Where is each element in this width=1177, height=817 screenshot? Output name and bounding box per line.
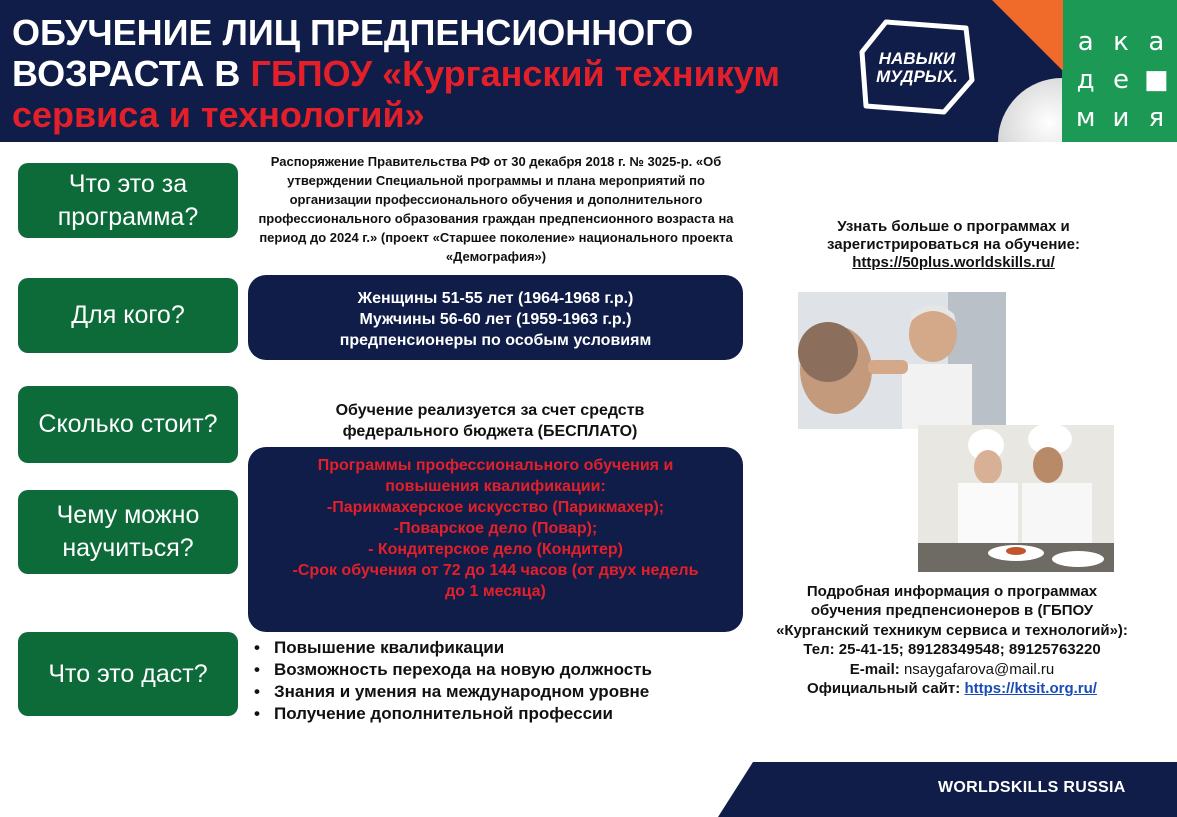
site-label: Официальный сайт:	[807, 680, 961, 698]
contacts-email-row	[772, 660, 1132, 679]
navyki-mudryh-logo	[858, 18, 976, 116]
learn-more-block	[800, 218, 1107, 272]
title-main: ОБУЧЕНИЕ ЛИЦ ПРЕДПЕНСИОННОГО ВОЗРАСТА В	[12, 12, 694, 94]
hairdresser-photo-icon	[798, 292, 1006, 429]
academy-letter: я	[1148, 103, 1165, 133]
email-label: E-mail:	[849, 660, 900, 678]
email-value[interactable]: nsaygafarova@mail.ru	[903, 660, 1055, 678]
academy-letter: д	[1076, 65, 1095, 95]
contacts-site-row	[772, 679, 1132, 698]
contacts-phone: Тел: 25-41-15; 89128349548; 89125763220	[803, 641, 1101, 659]
photo-hairdresser	[798, 292, 1006, 429]
audience-line: Женщины 51-55 лет (1964-1968 г.р.)	[357, 290, 634, 307]
academy-letters	[1068, 28, 1174, 132]
contacts-intro: Подробная информация о программах обучения предпенсионеров в (ГБПОУ «Курганский техникум сервиса и технологий»):	[776, 583, 1128, 639]
button-cost[interactable]: Сколько стоит?	[18, 386, 238, 463]
contacts-block	[772, 582, 1132, 698]
header-banner	[0, 0, 1177, 142]
academy-letter: е	[1112, 65, 1129, 95]
list-item: • Повышение квалификации	[252, 637, 732, 659]
program-item: -Парикмахерское искусство (Парикмахер);	[326, 499, 665, 516]
worldskills-50plus-link[interactable]: https://50plus.worldskills.ru/	[852, 254, 1055, 271]
button-benefits[interactable]: Что это даст?	[18, 632, 238, 716]
cooks-photo-icon	[918, 425, 1114, 572]
academy-logo	[1062, 0, 1177, 142]
academy-letter: а	[1148, 27, 1165, 57]
page-title	[12, 12, 802, 135]
list-item: • Знания и умения на международном уровне	[252, 681, 732, 703]
button-what-to-learn[interactable]: Чему можно научиться?	[18, 490, 238, 574]
button-for-whom[interactable]: Для кого?	[18, 278, 238, 353]
academy-letter: м	[1075, 103, 1096, 133]
list-item: • Получение дополнительной профессии	[252, 703, 732, 725]
programs-box	[248, 447, 743, 632]
target-audience-box	[248, 275, 743, 360]
program-item: -Поварское дело (Повар);	[393, 520, 598, 537]
benefits-list	[252, 637, 732, 725]
audience-line: Мужчины 56-60 лет (1959-1963 г.р.)	[359, 311, 632, 328]
academy-letter: к	[1113, 27, 1129, 57]
government-decree-text: Распоряжение Правительства РФ от 30 декабря 2018 г. № 3025-р. «Об утверждении Специальной программы и плана мероприятий по организации профессионального обучения и дополнительного профессионального образования граждан предпенсионного возраста на период до 2024 г.» (проект «Старшее поколение» национального проекта «Демография»)	[258, 154, 734, 264]
worldskills-russia-brand: WORLDSKILLS RUSSIA	[938, 779, 1126, 796]
logo-badge-text: НАВЫКИ МУДРЫХ.	[876, 49, 958, 86]
funding-text: Обучение реализуется за счет средств федерального бюджета (БЕСПЛАТО)	[335, 402, 645, 440]
list-item: • Возможность перехода на новую должность	[252, 659, 732, 681]
academy-letter: и	[1112, 103, 1130, 133]
audience-line: предпенсионеры по особым условиям	[339, 332, 652, 349]
academy-square-mark: ■	[1144, 65, 1169, 95]
programs-heading: Программы профессионального обучения и повышения квалификации:	[317, 457, 674, 495]
program-item: - Кондитерское дело (Кондитер)	[368, 541, 623, 558]
learn-more-text: Узнать больше о программах и зарегистрироваться на обучение:	[827, 218, 1080, 253]
official-site-link[interactable]: https://ktsit.org.ru/	[964, 680, 1097, 698]
program-duration: -Срок обучения от 72 до 144 часов (от двух недель до 1 месяца)	[292, 562, 699, 600]
title-institution: ГБПОУ «Курганский техникум сервиса и технологий»	[12, 53, 780, 135]
button-what-is-program[interactable]: Что это за программа?	[18, 163, 238, 238]
photo-cooks	[918, 425, 1114, 572]
academy-letter: а	[1077, 27, 1094, 57]
footer	[0, 762, 1177, 817]
